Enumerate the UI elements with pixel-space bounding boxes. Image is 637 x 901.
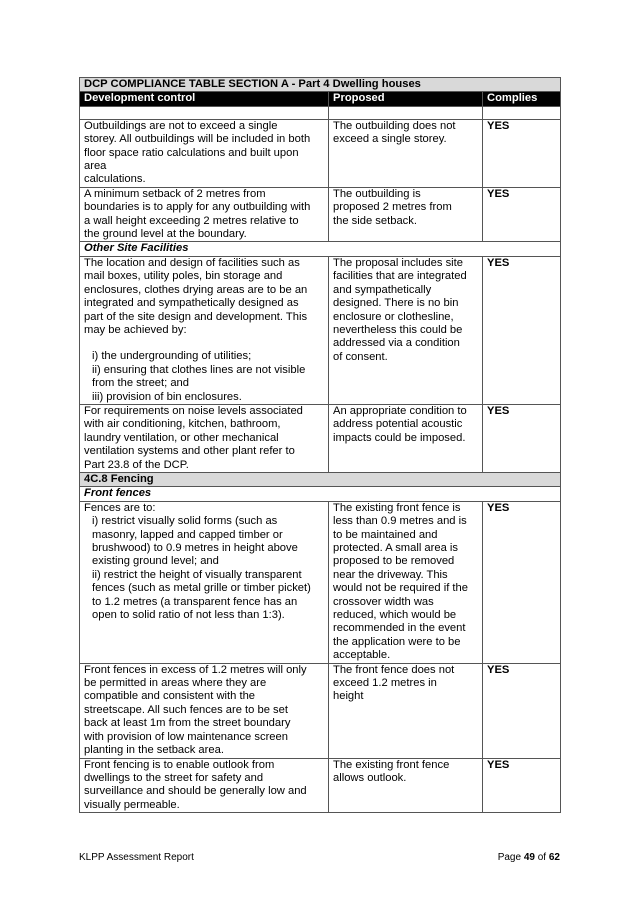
control-cell: Front fencing is to enable outlook from dwellings to the street for safety and surveillance and should be generally low and visually permeable.: [80, 758, 329, 813]
complies-cell: YES: [483, 758, 561, 813]
table-title-row: [80, 78, 561, 92]
table-row: [80, 501, 561, 663]
control-cell: Front fences in excess of 1.2 metres will only be permitted in areas where they are compatible and consistent with the streetscape. All such fences are to be set back at least 1m from the street boundary with provision of low maintenance screen planting in the setback area.: [80, 663, 329, 758]
subsection-other-site-facilities: Other Site Facilities: [80, 242, 561, 256]
control-cell: The location and design of facilities such as mail boxes, utility poles, bin storage and enclosures, clothes drying areas are to be an integrated and sympathetically designed as part of the site design and development. This may be achieved by: i) the undergrounding of utilities; ii) ensuring that clothes lines are not visible from the street; and iii) provision of bin enclosures.: [80, 256, 329, 404]
proposed-cell: The existing front fence is less than 0.9 metres and is to be maintained and protected. A small area is proposed to be removed near the driveway. This would not be required if the crossover width was reduced, which would be recommended in the event the application were to be acceptable.: [329, 501, 483, 663]
table-row: [80, 119, 561, 187]
proposed-cell: The outbuilding does not exceed a single storey.: [329, 119, 483, 187]
table-row: [80, 663, 561, 758]
section-fencing: 4C.8 Fencing: [80, 472, 561, 486]
table-header-row: [80, 92, 561, 106]
control-cell: Fences are to: i) restrict visually solid forms (such as masonry, lapped and capped timber or brushwood) to 0.9 metres in height above existing ground level; and ii) restrict the height of visually transparent fences (such as metal grille or timber picket) to 1.2 metres (a transparent fence has an open to solid ratio of not less than 1:3).: [80, 501, 329, 663]
table-row: [80, 187, 561, 242]
complies-cell: YES: [483, 119, 561, 187]
footer-report-name: KLPP Assessment Report: [79, 852, 194, 863]
control-cell: Outbuildings are not to exceed a single storey. All outbuildings will be included in both floor space ratio calculations and built upon area calculations.: [80, 119, 329, 187]
complies-cell: YES: [483, 256, 561, 404]
table-title: DCP COMPLIANCE TABLE SECTION A - Part 4 Dwelling houses: [80, 78, 561, 92]
section-row: [80, 472, 561, 486]
subsection-row: [80, 487, 561, 501]
complies-cell: YES: [483, 663, 561, 758]
complies-cell: YES: [483, 501, 561, 663]
complies-cell: YES: [483, 187, 561, 242]
proposed-cell: The existing front fence allows outlook.: [329, 758, 483, 813]
subsection-front-fences: Front fences: [80, 487, 561, 501]
header-development-control: Development control: [80, 92, 329, 106]
complies-cell: YES: [483, 404, 561, 472]
control-list: i) restrict visually solid forms (such as masonry, lapped and capped timber or brushwood) to 0.9 metres in height above existing ground level; and ii) restrict the height of visually transparent fences (such as metal grille or timber picket) to 1.2 metres (a transparent fence has an open to solid ratio of not less than 1:3).: [92, 515, 311, 622]
table-row: [80, 758, 561, 813]
proposed-cell: The front fence does not exceed 1.2 metres in height: [329, 663, 483, 758]
footer-page-number: Page 49 of 62: [497, 852, 560, 863]
control-list: i) the undergrounding of utilities; ii) ensuring that clothes lines are not visible from the street; and iii) provision of bin enclosures.: [92, 350, 306, 403]
table-row: [80, 404, 561, 472]
proposed-cell: An appropriate condition to address potential acoustic impacts could be imposed.: [329, 404, 483, 472]
table-row: [80, 256, 561, 404]
control-cell: A minimum setback of 2 metres from boundaries is to apply for any outbuilding with a wall height exceeding 2 metres relative to the ground level at the boundary.: [80, 187, 329, 242]
header-complies: Complies: [483, 92, 561, 106]
dcp-compliance-table: [79, 77, 561, 813]
header-proposed: Proposed: [329, 92, 483, 106]
blank-row: [80, 106, 561, 119]
proposed-cell: The proposal includes site facilities that are integrated and sympathetically designed. There is no bin enclosure or clothesline, nevertheless this could be addressed via a condition of consent.: [329, 256, 483, 404]
control-cell: For requirements on noise levels associated with air conditioning, kitchen, bathroom, laundry ventilation, or other mechanical ventilation systems and other plant refer to Part 23.8 of the DCP.: [80, 404, 329, 472]
proposed-cell: The outbuilding is proposed 2 metres from the side setback.: [329, 187, 483, 242]
subsection-row: [80, 242, 561, 256]
